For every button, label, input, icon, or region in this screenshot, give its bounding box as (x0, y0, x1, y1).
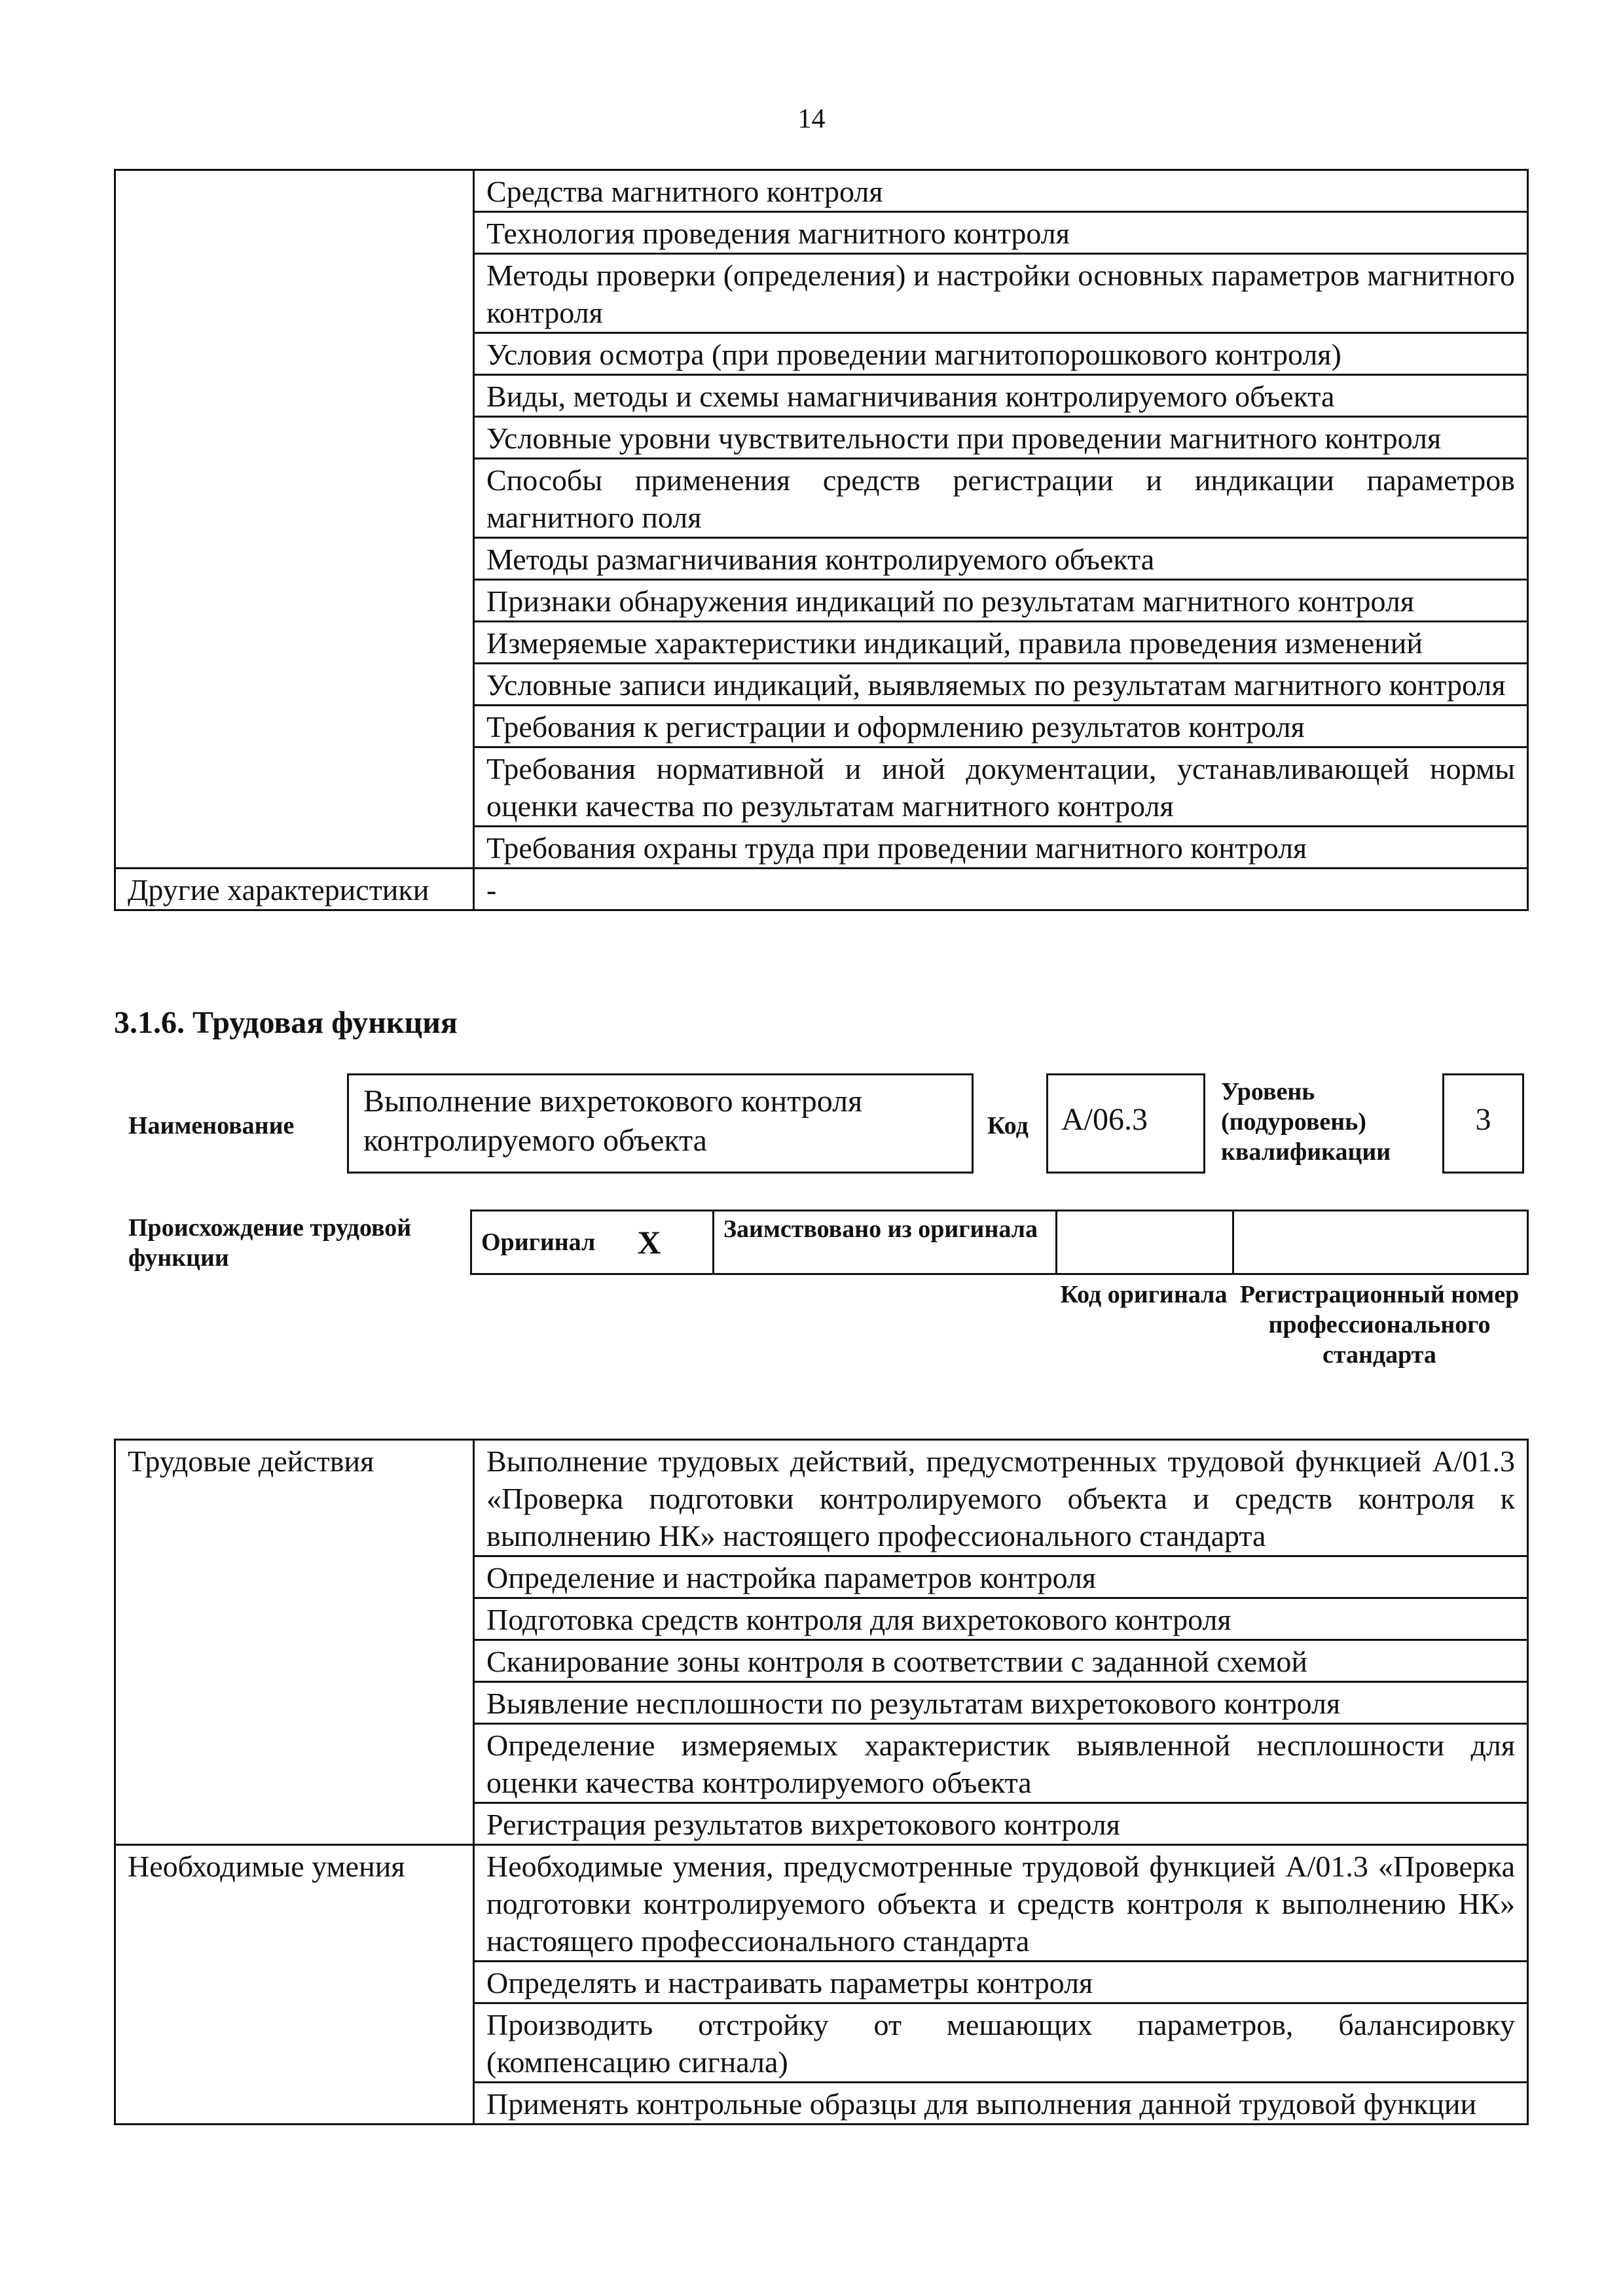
knowledge-item: Условия осмотра (при проведении магнитопорошкового контроля) (474, 333, 1528, 375)
labor-action-item: Регистрация результатов вихретокового контроля (474, 1803, 1528, 1845)
registration-number-cell (1233, 1211, 1528, 1274)
skill-item: Определять и настраивать параметры контроля (474, 1962, 1528, 2003)
knowledge-item: Требования охраны труда при проведении магнитного контроля (474, 827, 1528, 869)
qualification-level-box: 3 (1442, 1073, 1524, 1174)
function-name-box: Выполнение вихретокового контроля контролируемого объекта (347, 1073, 974, 1174)
labor-function-table (114, 1439, 1529, 2125)
table-row (115, 170, 1528, 212)
knowledge-item: Признаки обнаружения индикаций по результатам магнитного контроля (474, 580, 1528, 622)
original-code-caption: Код оригинала (1060, 1281, 1228, 1308)
name-label: Наименование (128, 1112, 295, 1139)
origin-label: Происхождение трудовой функции (128, 1214, 412, 1272)
skill-item: Применять контрольные образцы для выполнения данной трудовой функции (474, 2083, 1528, 2125)
labor-action-item: Выявление несплошности по результатам вихретокового контроля (474, 1682, 1528, 1724)
knowledge-item: Измеряемые характеристики индикаций, правила проведения изменений (474, 622, 1528, 664)
other-characteristics-value: - (474, 869, 1528, 910)
labor-action-item: Подготовка средств контроля для вихретокового контроля (474, 1598, 1528, 1640)
knowledge-item: Средства магнитного контроля (474, 170, 1528, 212)
labor-action-item: Определение и настройка параметров контроля (474, 1556, 1528, 1598)
knowledge-item: Способы применения средств регистрации и индикации параметров магнитного поля (474, 459, 1528, 538)
knowledge-item: Методы размагничивания контролируемого объекта (474, 538, 1528, 580)
labor-actions-label: Трудовые действия (115, 1440, 474, 1845)
table-row (115, 869, 1528, 910)
required-skills-label: Необходимые умения (115, 1845, 474, 2125)
page-number: 14 (797, 104, 826, 134)
code-label: Код (987, 1112, 1029, 1139)
table-row (115, 1845, 1528, 1962)
original-label: Оригинал (471, 1211, 629, 1274)
knowledge-item: Условные записи индикаций, выявляемых по результатам магнитного контроля (474, 664, 1528, 706)
origin-table (470, 1210, 1529, 1275)
original-mark: X (629, 1211, 714, 1274)
other-characteristics-label: Другие характеристики (115, 869, 474, 910)
section-heading: 3.1.6. Трудовая функция (114, 1005, 458, 1040)
labor-action-item: Выполнение трудовых действий, предусмотренных трудовой функцией А/01.3 «Проверка подготовки контролируемого объекта и средств контроля к выполнению НК» настоящего профессионального стандарта (474, 1440, 1528, 1556)
knowledge-item: Технология проведения магнитного контроля (474, 212, 1528, 254)
knowledge-item: Требования нормативной и иной документации, устанавливающей нормы оценки качества по результатам магнитного контроля (474, 747, 1528, 827)
knowledge-item: Требования к регистрации и оформлению результатов контроля (474, 706, 1528, 747)
skill-item: Необходимые умения, предусмотренные трудовой функцией А/01.3 «Проверка подготовки контролируемого объекта и средств контроля к выполнению НК» настоящего профессионального стандарта (474, 1845, 1528, 1962)
knowledge-item: Виды, методы и схемы намагничивания контролируемого объекта (474, 375, 1528, 417)
knowledge-label-cell (115, 170, 474, 869)
function-code-box: А/06.3 (1046, 1073, 1205, 1174)
knowledge-table (114, 169, 1529, 911)
level-label: Уровень (подуровень) квалификации (1221, 1078, 1391, 1166)
skill-item: Производить отстройку от мешающих параметров, балансировку (компенсацию сигнала) (474, 2003, 1528, 2083)
registration-number-caption: Регистрационный номер профессионального стандарта (1239, 1281, 1520, 1369)
borrowed-label: Заимствовано из оригинала (714, 1211, 1057, 1274)
knowledge-item: Методы проверки (определения) и настройки основных параметров магнитного контроля (474, 254, 1528, 333)
labor-action-item: Определение измеряемых характеристик выявленной несплошности для оценки качества контролируемого объекта (474, 1724, 1528, 1803)
labor-action-item: Сканирование зоны контроля в соответствии с заданной схемой (474, 1640, 1528, 1682)
table-row (115, 1440, 1528, 1556)
table-row (471, 1211, 1528, 1274)
original-code-cell (1057, 1211, 1233, 1274)
knowledge-item: Условные уровни чувствительности при проведении магнитного контроля (474, 417, 1528, 459)
